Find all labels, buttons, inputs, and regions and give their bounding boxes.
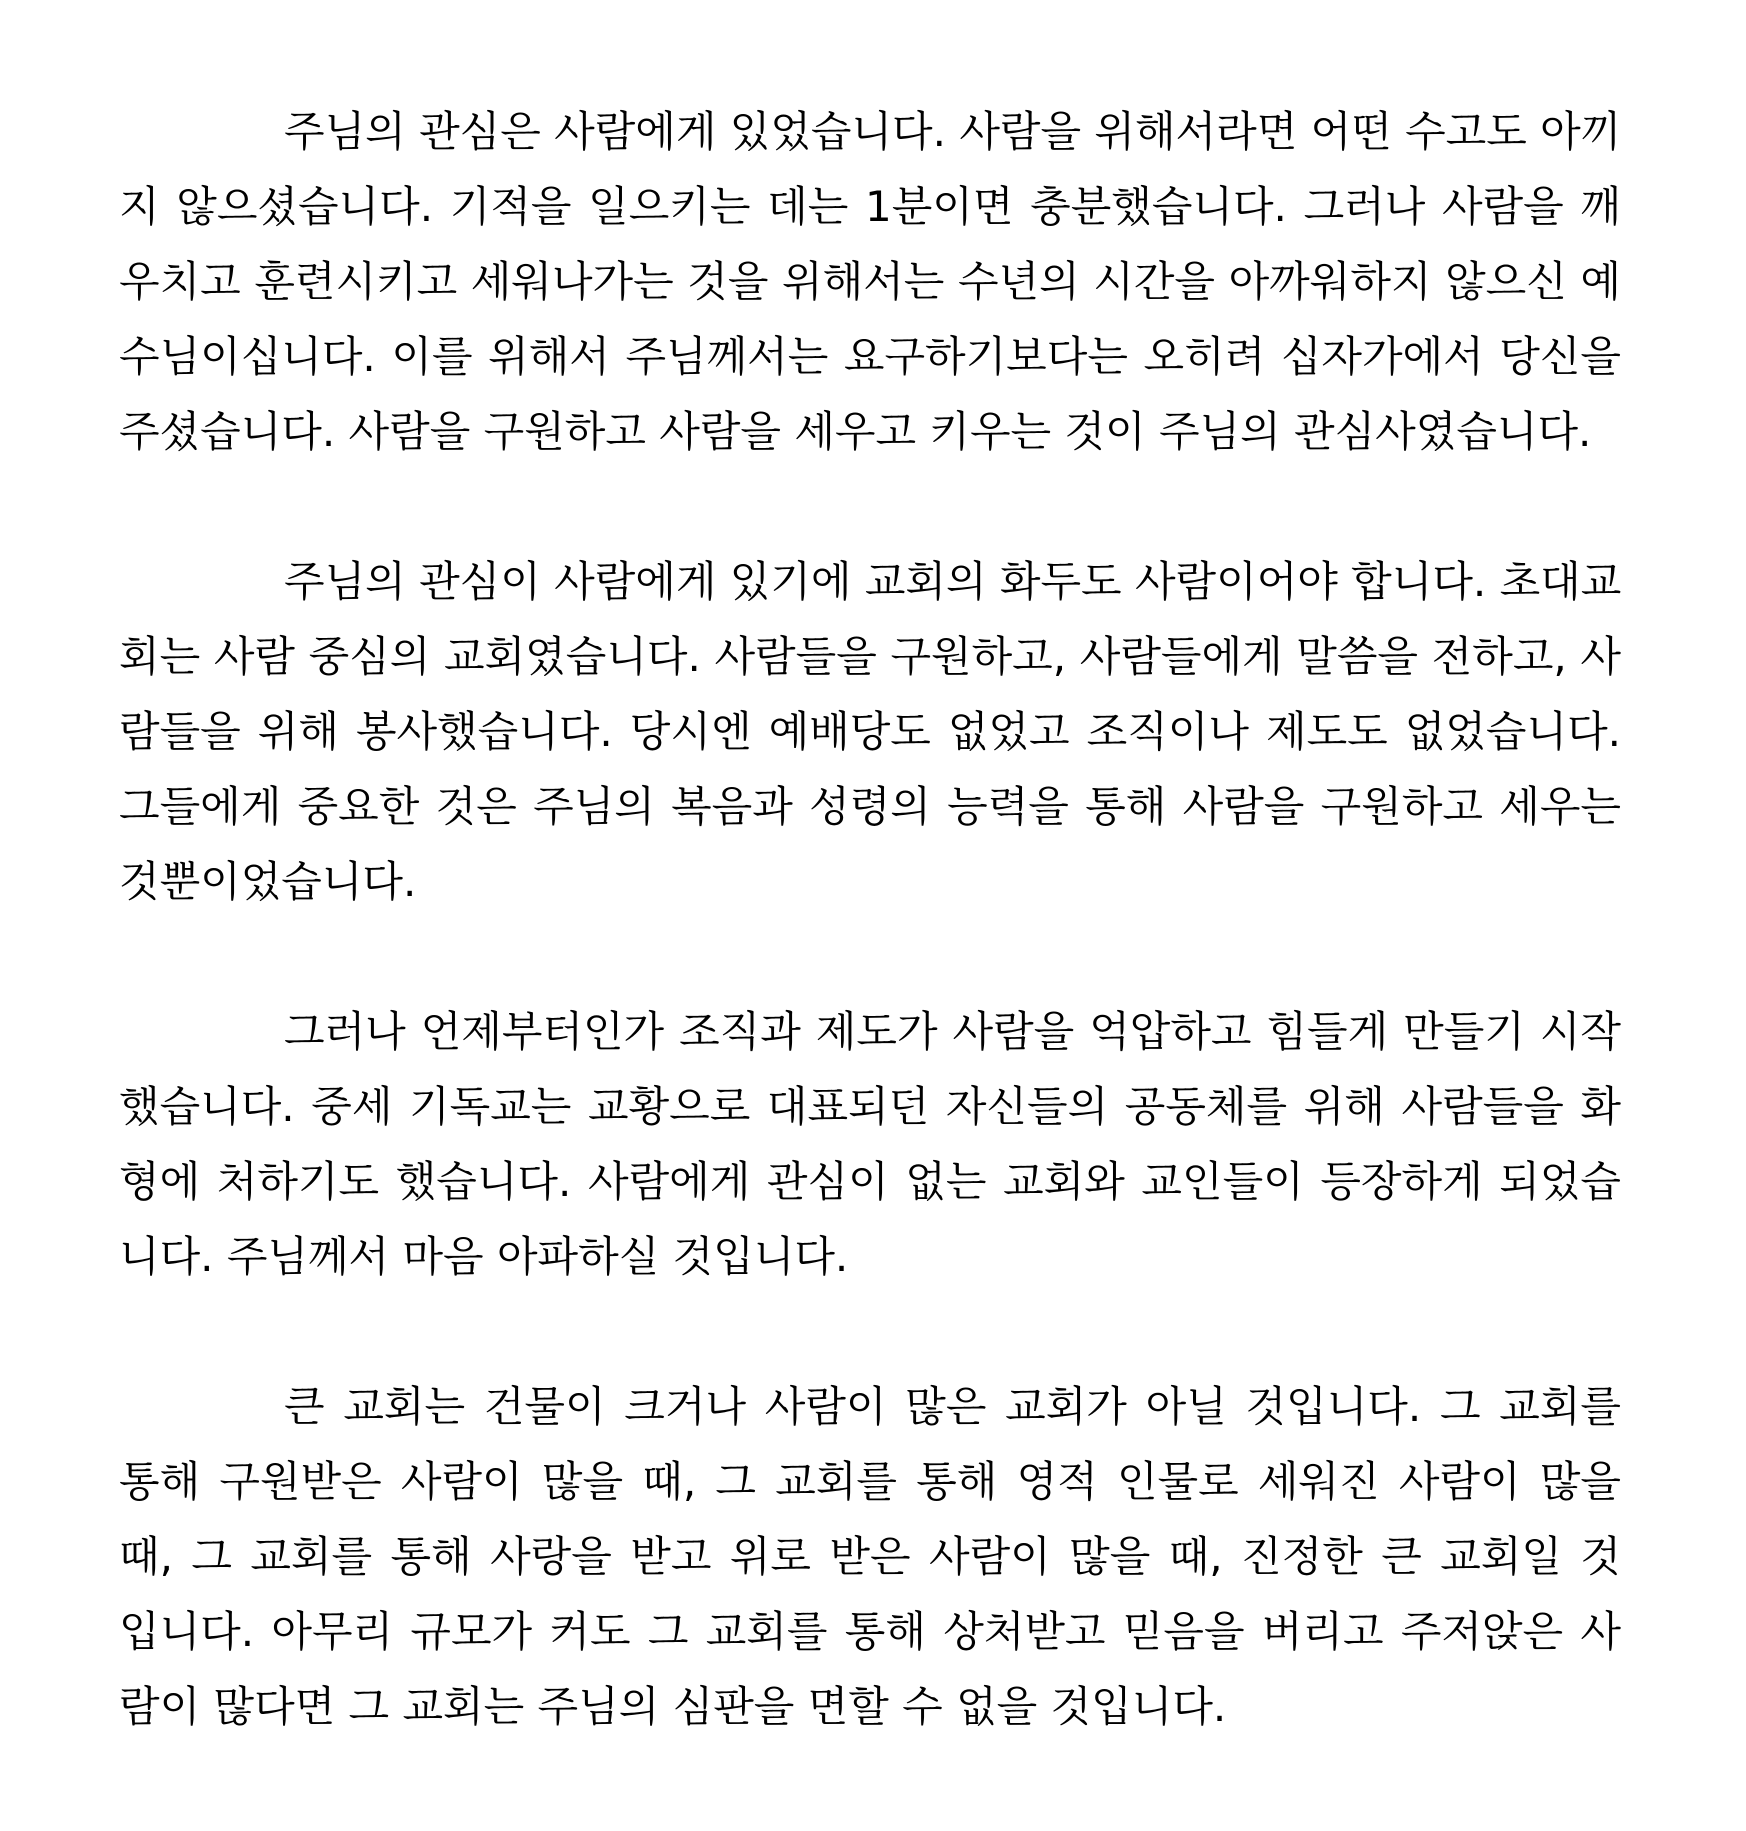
paragraph-3 [119, 994, 1621, 1294]
text-line: 지 않으셨습니다. 기적을 일으키는 데는 1분이면 충분했습니다. 그러나 사람을 깨 [119, 182, 1621, 231]
text-line: 그들에게 중요한 것은 주님의 복음과 성령의 능력을 통해 사람을 구원하고 세우는 [119, 782, 1621, 831]
paragraph-4 [119, 1369, 1621, 1744]
text-line: 니다. 주님께서 마음 아파하실 것입니다. [119, 1232, 849, 1281]
paragraph-1 [119, 94, 1621, 469]
paragraph-2 [119, 544, 1621, 919]
text-line: 주셨습니다. 사람을 구원하고 사람을 세우고 키우는 것이 주님의 관심사였습니다. [119, 407, 1592, 456]
text-line: 입니다. 아무리 규모가 커도 그 교회를 통해 상처받고 믿음을 버리고 주저앉은 사 [119, 1607, 1621, 1656]
text-line: 큰 교회는 건물이 크거나 사람이 많은 교회가 아닐 것입니다. 그 교회를 [284, 1382, 1621, 1431]
text-line: 람들을 위해 봉사했습니다. 당시엔 예배당도 없었고 조직이나 제도도 없었습니다. [119, 707, 1621, 756]
text-line: 주님의 관심이 사람에게 있기에 교회의 화두도 사람이어야 합니다. 초대교 [284, 557, 1621, 606]
text-line: 때, 그 교회를 통해 사랑을 받고 위로 받은 사람이 많을 때, 진정한 큰 교회일 것 [119, 1532, 1621, 1581]
text-line: 했습니다. 중세 기독교는 교황으로 대표되던 자신들의 공동체를 위해 사람들을 화 [119, 1082, 1621, 1131]
text-line: 회는 사람 중심의 교회였습니다. 사람들을 구원하고, 사람들에게 말씀을 전하고, 사 [119, 632, 1621, 681]
text-line: 통해 구원받은 사람이 많을 때, 그 교회를 통해 영적 인물로 세워진 사람이 많을 [119, 1457, 1621, 1506]
text-line: 것뿐이었습니다. [119, 857, 417, 906]
text-line: 수님이십니다. 이를 위해서 주님께서는 요구하기보다는 오히려 십자가에서 당신을 [119, 332, 1621, 381]
text-line: 형에 처하기도 했습니다. 사람에게 관심이 없는 교회와 교인들이 등장하게 되었습 [119, 1157, 1621, 1206]
text-line: 그러나 언제부터인가 조직과 제도가 사람을 억압하고 힘들게 만들기 시작 [284, 1007, 1621, 1056]
text-line: 우치고 훈련시키고 세워나가는 것을 위해서는 수년의 시간을 아까워하지 않으신 예 [119, 257, 1621, 306]
text-line: 람이 많다면 그 교회는 주님의 심판을 면할 수 없을 것입니다. [119, 1682, 1227, 1731]
text-line: 주님의 관심은 사람에게 있었습니다. 사람을 위해서라면 어떤 수고도 아끼 [284, 107, 1621, 156]
document-page [119, 94, 1621, 1819]
